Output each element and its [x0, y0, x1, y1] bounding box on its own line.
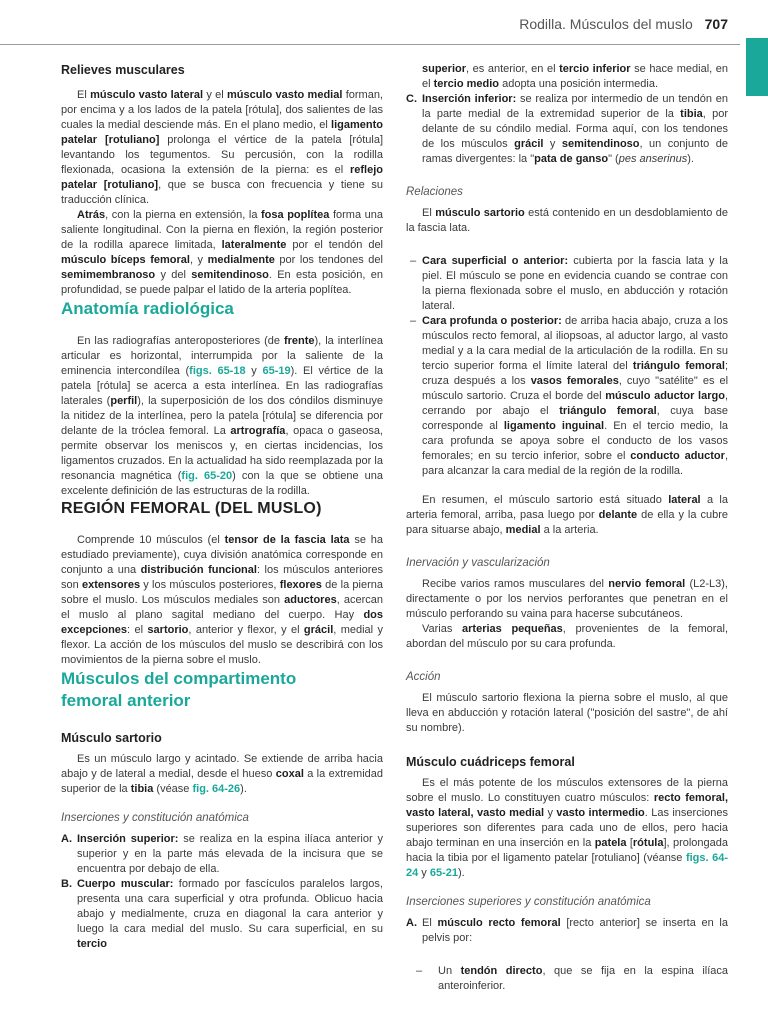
heading-cuadriceps: Músculo cuádriceps femoral	[406, 755, 575, 769]
relieves-paragraph-1: El músculo vasto lateral y el músculo vasto medial forman, por encima y a los lados de la patela [rótula], dos salientes de las cuales la medial desciende más. En el plano medio, el ligamento patelar [rotuliano] prolonga el vértice de la patela [rótula] levantando los tegumentos. Su percusión, con la rodilla flexionada, ocasiona la extensión de la pierna: es el reflejo patelar [rotuliano], que se busca con frecuencia y tiene su traducción clínica.	[61, 89, 383, 206]
left-column	[61, 62, 383, 952]
inervacion-paragraph-2: Varias arterias pequeñas, provenientes de la femoral, abordan del músculo por su cara profunda.	[406, 623, 729, 650]
page-number: 707	[704, 16, 728, 32]
accion-paragraph: El músculo sartorio flexiona la pierna sobre el muslo, al que lleva en abducción y rotación lateral ("posición del sastre", de ahí su nombre).	[406, 692, 728, 734]
list-item-b: B. Cuerpo muscular: formado por fascículos paralelos largos, presenta una cara superficial y otra profunda. Oblicuo hacia abajo y medialmente, cruza en diagonal la cara anterior y luego la cara medial del muslo. Su cara superficial, en su tercio	[61, 878, 383, 950]
cuadriceps-paragraph: Es el más potente de los músculos extensores de la pierna sobre el muslo. Lo constituyen cuatro músculos: recto femoral, vasto lateral, vasto medial y vasto intermedio. Las inserciones superiores son diferentes para cada uno de ellos, pero hacia abajo terminan en una inserción en la patela [rótula], prolongada hacia la tibia por el ligamento patelar [rotuliano] (véanse figs. 64-24 y 65-21).	[406, 777, 729, 879]
figure-reference: fig. 64-26	[192, 783, 241, 795]
heading-compartimento: Músculos del compartimento femoral anterior	[61, 669, 297, 710]
subheading-inserciones-superiores: Inserciones superiores y constitución anatómica	[406, 896, 651, 908]
figure-reference: figs. 65-18	[189, 365, 246, 377]
subheading-relaciones: Relaciones	[406, 186, 463, 198]
chapter-thumb-tab	[746, 38, 768, 96]
heading-relieves: Relieves musculares	[61, 63, 185, 77]
header-rule	[0, 44, 740, 45]
anatomia-paragraph: En las radiografías anteroposteriores (de frente), la interlínea articular es horizontal, interrumpida por la saliente de la eminencia intercondílea (figs. 65-18 y 65-19). El vértice de la patela [rótula] se acerca a esta interlínea. En las radiografías laterales (perfil), la superposición de los dos cóndilos disminuye la nitidez de la interlínea, pero la patela [rótula] se diferencia por delante de la tróclea femoral. La artrografía, opaca o gaseosa, permite observar los meniscos y, en ciertas incidencias, los ligamentos cruzados. En la actualidad ha sido reemplazada por la resonancia magnética (fig. 65-20) con la que se obtiene una excelente definición de las estructuras de la rodilla.	[61, 335, 384, 497]
list-item-b-continued: superior, es anterior, en el tercio inferior se hace medial, en el tercio medio adopta una posición intermedia.	[422, 63, 729, 90]
running-head	[519, 16, 728, 32]
subheading-inserciones: Inserciones y constitución anatómica	[61, 812, 249, 824]
figure-reference: figs. 64-24	[406, 852, 728, 879]
figure-reference: fig. 65-20	[181, 470, 233, 482]
dash-item-tendon-directo: – Un tendón directo, que se fija en la espina ilíaca anteroinferior.	[416, 965, 729, 992]
figure-reference: 65-19	[262, 365, 291, 377]
inervacion-paragraph-1: Recibe varios ramos musculares del nervio femoral (L2-L3), directamente o por los nervios perforantes que penetran en el músculo perforando su vaina para hacerse subcutáneos.	[406, 578, 728, 620]
relaciones-summary: En resumen, el músculo sartorio está situado lateral a la arteria femoral, arriba, pasa luego por delante de ella y la cubre para situarse abajo, medial a la arteria.	[406, 494, 728, 536]
relieves-paragraph-2: Atrás, con la pierna en extensión, la fosa poplítea forma una saliente longitudinal. Con la pierna en flexión, la región posterior de la rodilla aparece limitada, lateralmente por el tendón del músculo bíceps femoral, y medialmente por los tendones del semimembranoso y del semitendinoso. En esta posición, en profundidad, se puede palpar el latido de la arteria poplítea.	[61, 209, 384, 296]
list-item-c: C. Inserción inferior: se realiza por intermedio de un tendón en la parte medial de la extremidad superior de la tibia, por delante de su cóndilo medial. Forma aquí, con los tendones de los músculos grácil y semitendinoso, un conjunto de ramas divergentes: la "pata de ganso" (pes anserinus).	[406, 93, 728, 165]
dash-item-superficial: – Cara superficial o anterior: cubierta por la fascia lata y la piel. El músculo se pone en evidencia cuando se contrae con la pierna flexionada sobre el muslo, en abducción y rotación lateral.	[410, 255, 728, 312]
sartorio-paragraph: Es un músculo largo y acintado. Se extiende de arriba hacia abajo y de lateral a medial, desde el hueso coxal a la extremidad superior de la tibia (véase fig. 64-26).	[61, 753, 384, 795]
heading-sartorio: Músculo sartorio	[61, 731, 162, 745]
heading-region-femoral: REGIÓN FEMORAL (DEL MUSLO)	[61, 500, 322, 517]
list-item-a-recto-femoral: A. El músculo recto femoral [recto anterior] se inserta en la pelvis por:	[406, 917, 728, 944]
relaciones-paragraph-1: El músculo sartorio está contenido en un desdoblamiento de la fascia lata.	[406, 207, 728, 234]
subheading-inervacion: Inervación y vascularización	[406, 557, 550, 569]
heading-anatomia-radiologica: Anatomía radiológica	[61, 299, 234, 318]
figure-reference: 65-21	[429, 867, 459, 879]
dash-item-profunda: – Cara profunda o posterior: de arriba hacia abajo, cruza a los músculos recto femoral, al iliopsoas, al aductor largo, al vasto medial y a la cara medial de la articulación de la rodilla. En su tercio superior forma el límite lateral del triángulo femoral; cruza después a los vasos femorales, cuyo "satélite" es el músculo sartorio. Cruza el borde del músculo aductor largo, cerrando por abajo el triángulo femoral, cuya base corresponde al ligamento inguinal. En el tercio medio, la cara profunda se apoya sobre el conducto de los vasos femorales; en su tercio inferior, sobre el conducto aductor, para alcanzar la cara medial de la región de la rodilla.	[410, 315, 729, 477]
running-title: Rodilla. Músculos del muslo	[519, 16, 693, 32]
right-column	[406, 62, 728, 994]
region-paragraph: Comprende 10 músculos (el tensor de la fascia lata se ha estudiado previamente), cuya división anatómica corresponde en conjunto a una distribución funcional: los músculos anteriores son extensores y los músculos posteriores, flexores de la pierna sobre el muslo. Los músculos mediales son aductores, acercan el muslo al plano sagital mediano del cuerpo. Hay dos excepciones: el sartorio, anterior y flexor, y el grácil, medial y flexor. La acción de los músculos del muslo se describirá con los movimientos de la pierna sobre el muslo.	[61, 534, 384, 666]
list-item-a: A. Inserción superior: se realiza en la espina ilíaca anterior y superior y en la parte más elevada de la incisura que se encuentra por debajo de ella.	[61, 833, 383, 875]
subheading-accion: Acción	[406, 671, 441, 683]
